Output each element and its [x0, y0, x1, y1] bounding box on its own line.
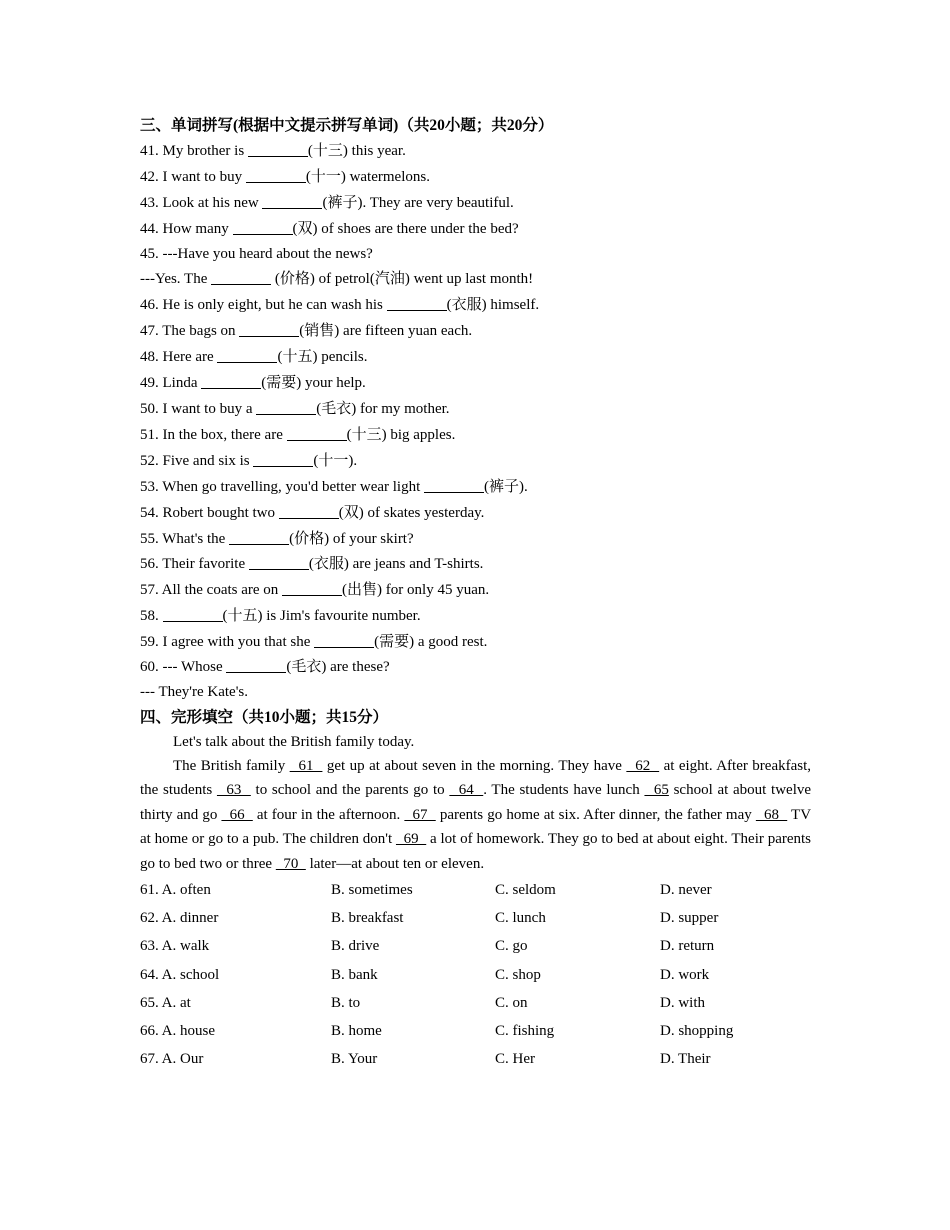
question-52: 52. Five and six is (十一). — [140, 453, 358, 469]
answer-blank[interactable] — [246, 167, 306, 183]
question-50: 50. I want to buy a (毛衣) for my mother. — [140, 401, 450, 417]
option-b[interactable]: B. to — [331, 994, 361, 1011]
blank-62[interactable]: 62 — [626, 758, 660, 774]
answer-blank[interactable] — [233, 219, 293, 235]
question-43: 43. Look at his new (裤子). They are very beautiful. — [140, 195, 514, 211]
answer-blank[interactable] — [201, 373, 261, 389]
answer-blank[interactable] — [256, 399, 316, 415]
blank-64[interactable]: 64 — [449, 782, 484, 799]
options-67 — [140, 1045, 811, 1073]
answer-blank[interactable] — [217, 347, 277, 363]
option-a[interactable]: 65. A. at — [140, 994, 191, 1011]
options-63 — [140, 932, 811, 960]
section-4-title: 四、完形填空（共10小题；共15分） — [140, 709, 389, 726]
option-c[interactable]: C. fishing — [495, 1022, 555, 1039]
option-c[interactable]: C. go — [495, 938, 528, 955]
answer-blank[interactable] — [282, 580, 342, 596]
spelling-questions — [140, 138, 811, 705]
question-42: 42. I want to buy (十一) watermelons. — [140, 169, 430, 185]
option-b[interactable]: B. bank — [331, 966, 378, 983]
answer-blank[interactable] — [239, 321, 299, 337]
answer-blank[interactable] — [249, 554, 309, 570]
option-b[interactable]: B. breakfast — [331, 910, 404, 927]
answer-blank[interactable] — [163, 606, 223, 622]
cloze-passage: The British family 61 get up at about seven in the morning. They have 62 at eight. After breakfast, the students 63 to school and the parents go to 64 . The students have lunch 65 school at about twelve thirty and go 66 at four in the afternoon. 67 parents go home at six. After dinner, the father may 68 TV at home or go to a pub. The children don't 69 a lot of homework. They go to bed at about eight. Their parents go to bed two or three 70 later—at about ten or eleven. — [140, 758, 812, 872]
option-a[interactable]: 62. A. dinner — [140, 910, 219, 927]
answer-blank[interactable] — [314, 632, 374, 648]
cloze-options — [140, 876, 811, 1073]
option-a[interactable]: 66. A. house — [140, 1022, 215, 1039]
blank-61[interactable]: 61 — [289, 758, 323, 774]
blank-67[interactable]: 67 — [404, 806, 436, 823]
options-65 — [140, 989, 811, 1017]
options-61 — [140, 876, 811, 904]
question-44: 44. How many (双) of shoes are there under the bed? — [140, 221, 519, 237]
question-60-reply: --- They're Kate's. — [140, 684, 248, 700]
answer-blank[interactable] — [279, 503, 339, 519]
blank-68[interactable]: 68 — [755, 806, 788, 823]
answer-blank[interactable] — [262, 193, 322, 209]
blank-69[interactable]: 69 — [395, 831, 427, 848]
option-b[interactable]: B. Your — [331, 1051, 378, 1068]
option-a[interactable]: 67. A. Our — [140, 1051, 204, 1068]
option-c[interactable]: C. Her — [495, 1051, 535, 1068]
section-3-title: 三、单词拼写(根据中文提示拼写单词)（共20小题；共20分） — [140, 117, 554, 134]
options-64 — [140, 961, 811, 989]
options-66 — [140, 1017, 811, 1045]
question-53: 53. When go travelling, you'd better wear light (裤子). — [140, 479, 528, 495]
question-60-prompt: 60. --- Whose (毛衣) are these? — [140, 659, 390, 675]
option-b[interactable]: B. sometimes — [331, 882, 413, 899]
question-51: 51. In the box, there are (十三) big apples. — [140, 427, 456, 443]
option-d[interactable]: D. work — [660, 966, 710, 983]
option-c[interactable]: C. seldom — [495, 882, 556, 899]
question-48: 48. Here are (十五) pencils. — [140, 349, 368, 365]
option-a[interactable]: 61. A. often — [140, 882, 211, 899]
answer-blank[interactable] — [424, 477, 484, 493]
cloze-intro: Let's talk about the British family today. — [173, 734, 415, 750]
answer-blank[interactable] — [229, 529, 289, 545]
option-d[interactable]: D. supper — [660, 910, 719, 927]
answer-blank[interactable] — [253, 451, 313, 467]
options-62 — [140, 904, 811, 932]
question-45-prompt: 45. ---Have you heard about the news? — [140, 246, 373, 262]
question-49: 49. Linda (需要) your help. — [140, 375, 366, 391]
option-d[interactable]: D. never — [660, 882, 712, 899]
option-a[interactable]: 64. A. school — [140, 966, 220, 983]
answer-blank[interactable] — [387, 295, 447, 311]
answer-blank[interactable] — [226, 657, 286, 673]
option-d[interactable]: D. shopping — [660, 1022, 734, 1039]
option-d[interactable]: D. with — [660, 994, 705, 1011]
question-56: 56. Their favorite (衣服) are jeans and T-shirts. — [140, 556, 484, 572]
option-c[interactable]: C. shop — [495, 966, 541, 983]
question-41: 41. My brother is (十三) this year. — [140, 143, 406, 159]
option-b[interactable]: B. drive — [331, 938, 380, 955]
option-d[interactable]: D. Their — [660, 1051, 711, 1068]
worksheet-page — [140, 113, 811, 1073]
question-45-answer: ---Yes. The (价格) of petrol(汽油) went up last month! — [140, 271, 534, 287]
answer-blank[interactable] — [211, 269, 271, 285]
blank-65[interactable]: 65 — [644, 782, 669, 799]
option-d[interactable]: D. return — [660, 938, 715, 955]
option-c[interactable]: C. on — [495, 994, 528, 1011]
blank-66[interactable]: 66 — [221, 806, 253, 823]
blank-63[interactable]: 63 — [216, 782, 251, 799]
blank-70[interactable]: 70 — [275, 855, 306, 872]
option-a[interactable]: 63. A. walk — [140, 938, 210, 955]
question-54: 54. Robert bought two (双) of skates yesterday. — [140, 505, 485, 521]
question-46: 46. He is only eight, but he can wash his (衣服) himself. — [140, 297, 540, 313]
question-59: 59. I agree with you that she (需要) a good rest. — [140, 634, 488, 650]
option-c[interactable]: C. lunch — [495, 910, 546, 927]
answer-blank[interactable] — [248, 141, 308, 157]
question-55: 55. What's the (价格) of your skirt? — [140, 531, 414, 547]
question-57: 57. All the coats are on (出售) for only 45 yuan. — [140, 582, 490, 598]
question-58: 58. (十五) is Jim's favourite number. — [140, 608, 421, 624]
answer-blank[interactable] — [287, 425, 347, 441]
option-b[interactable]: B. home — [331, 1022, 382, 1039]
question-47: 47. The bags on (销售) are fifteen yuan each. — [140, 323, 473, 339]
